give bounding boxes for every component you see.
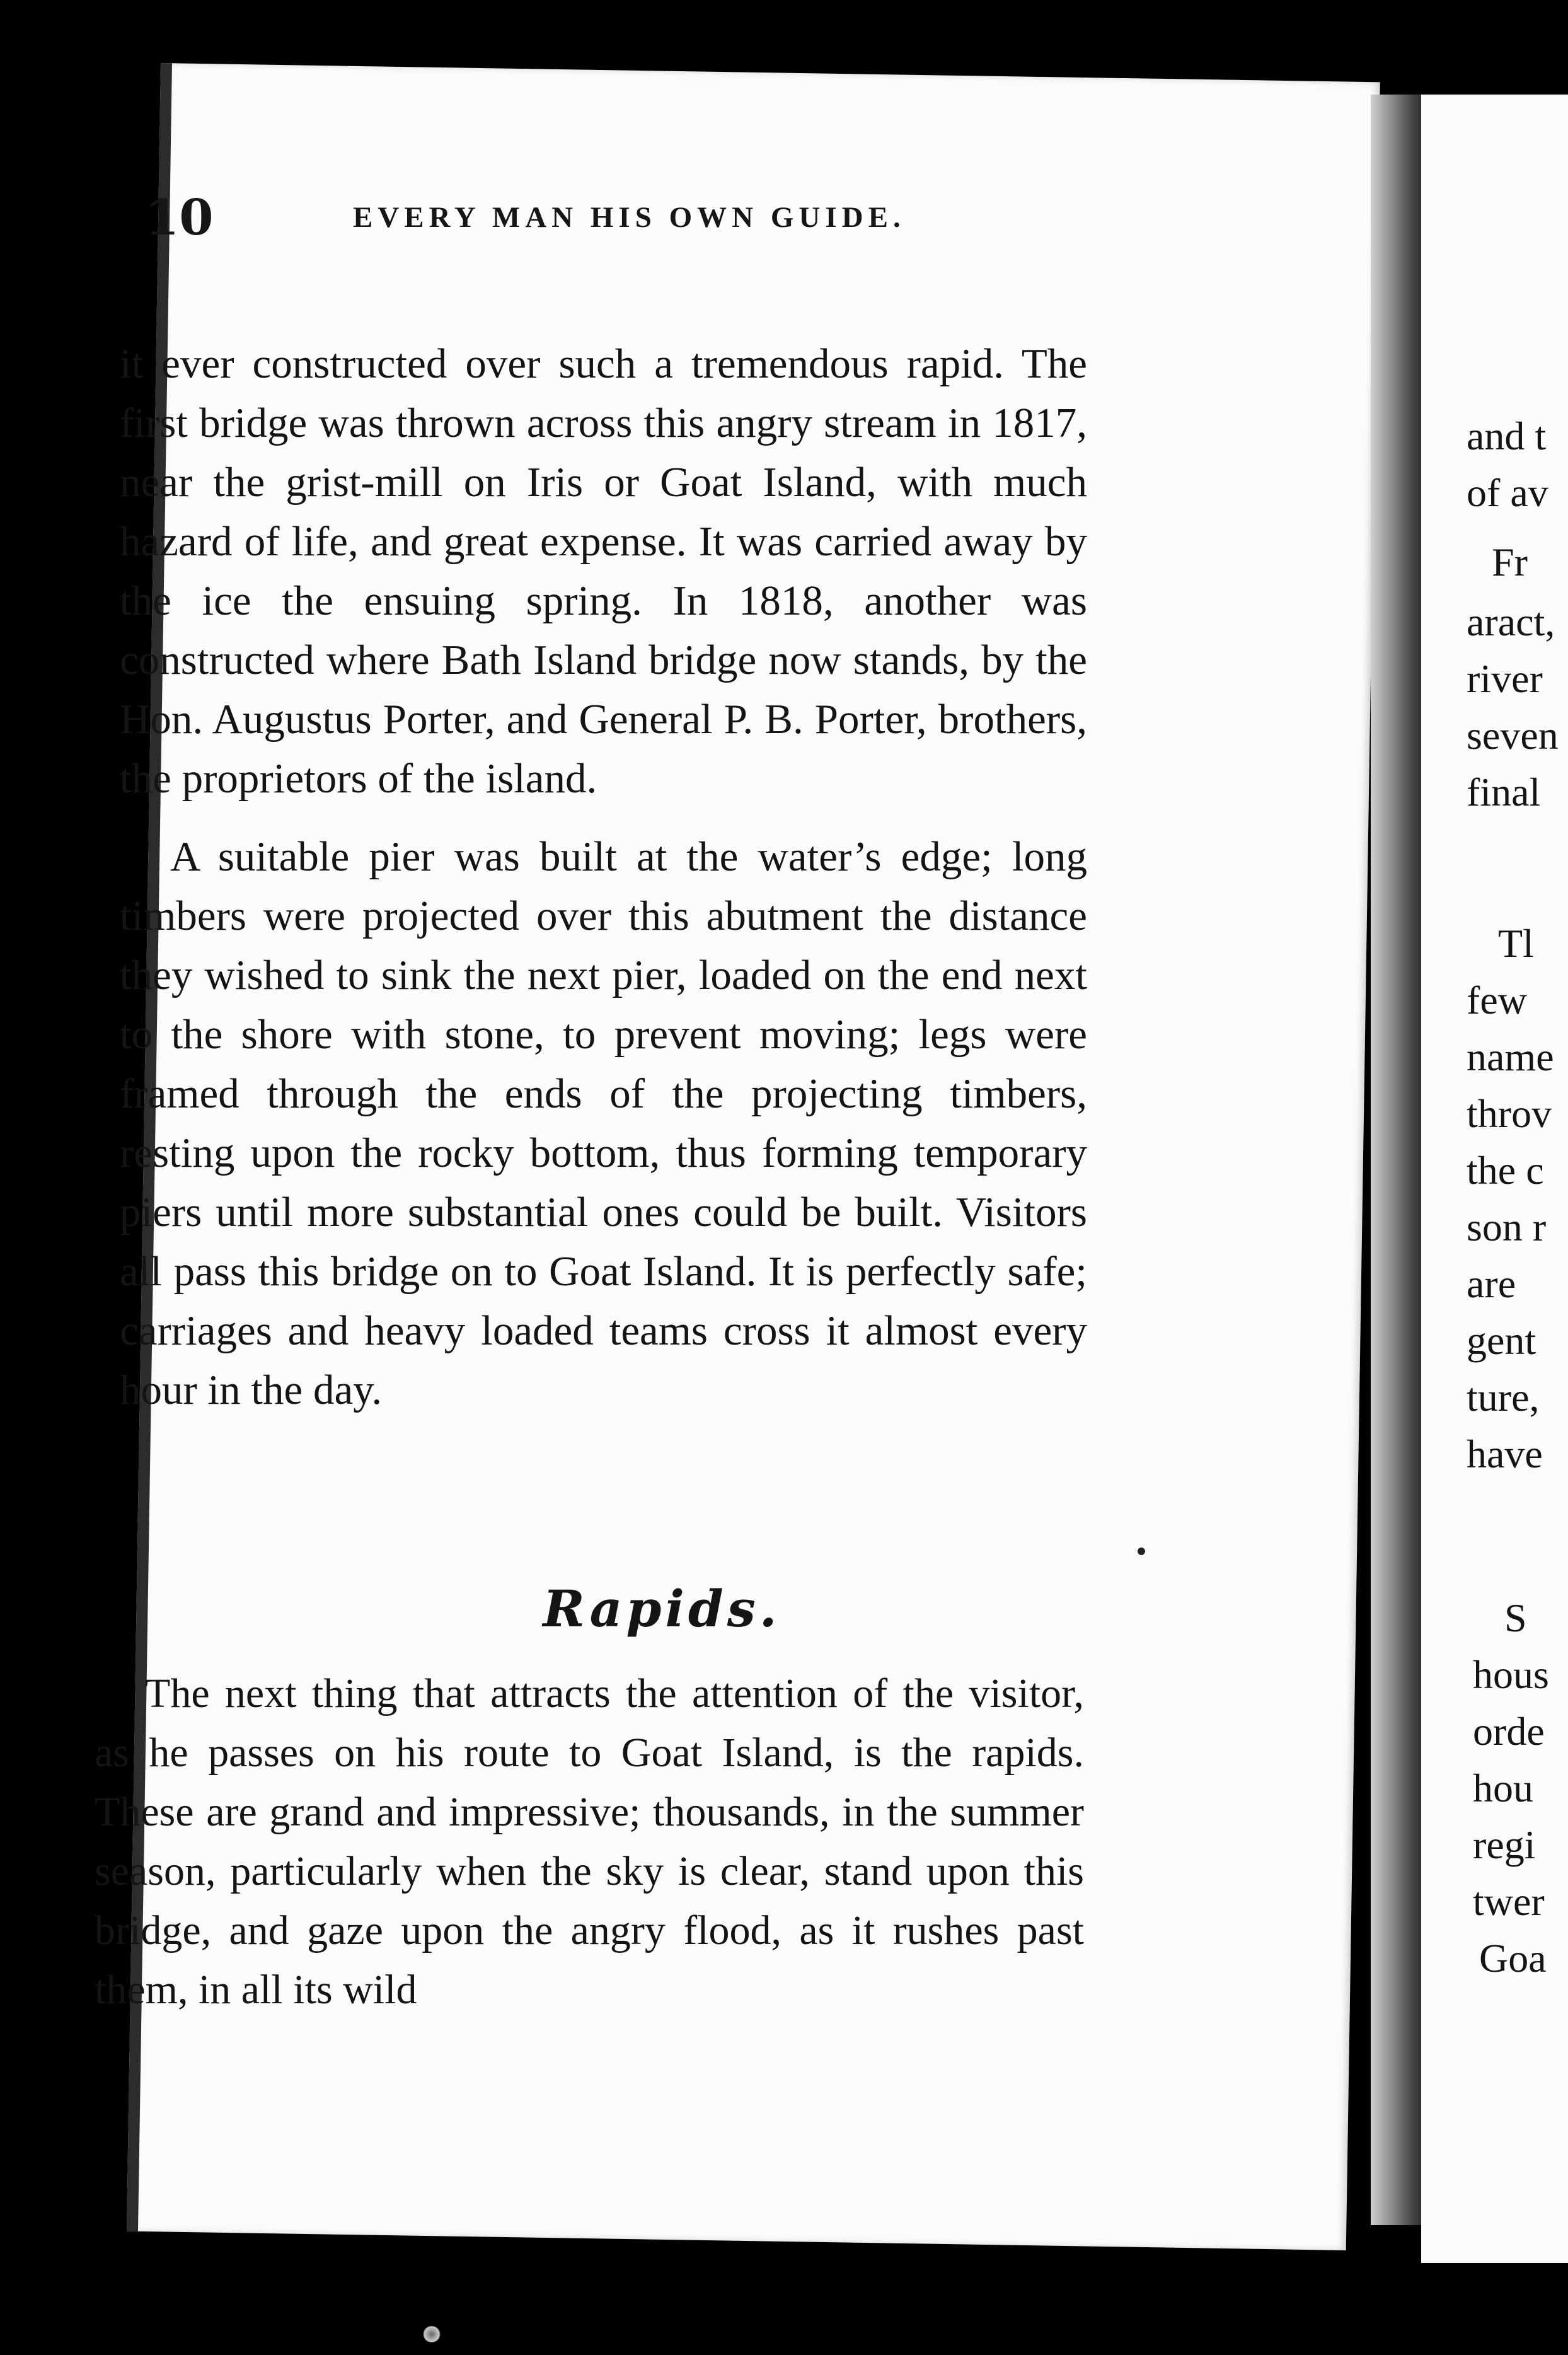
right-line: ture,: [1467, 1375, 1540, 1420]
right-line: Goa: [1479, 1936, 1547, 1981]
book-gutter: [1371, 95, 1424, 2225]
right-line: gent: [1467, 1318, 1536, 1363]
right-line: few: [1467, 978, 1527, 1022]
paragraph: it ever constructed over such a tremendous rapid. The first bridge was thrown across this angry stream in 1817, near the grist-mill on Iris or Goat Island, with much hazard of life, and great expense. It was carried away by the ice the ensuing spring. In 1818, another was constructed where Bath Island bridge now stands, by the Hon. Augustus Porter, and General P. B. Porter, brothers, the proprietors of the island.: [120, 340, 1087, 802]
right-line: twer: [1473, 1879, 1545, 1924]
right-line: aract,: [1467, 599, 1555, 644]
right-line: name: [1467, 1034, 1554, 1079]
right-line: son r: [1467, 1205, 1547, 1249]
right-line: hous: [1473, 1652, 1549, 1697]
right-line: of av: [1467, 470, 1548, 515]
running-head-title: EVERY MAN HIS OWN GUIDE.: [353, 201, 906, 234]
right-line: have: [1467, 1432, 1543, 1476]
right-line: Tl: [1498, 921, 1534, 966]
scan-speck: [422, 2326, 441, 2342]
right-line: seven: [1467, 713, 1559, 758]
right-line: hou: [1473, 1766, 1533, 1810]
right-line: final: [1467, 770, 1541, 814]
right-line: regi: [1473, 1822, 1536, 1867]
paragraph: A suitable pier was built at the water’s edge; long timbers were projected over this abutment the distance they wished to sink the next pier, loaded on the end next to the shore with stone, to prevent moving; legs were framed through the ends of the projecting timbers, resting upon the rocky bottom, thus forming temporary piers until more substantial ones could be built. Visitors all pass this bridge on to Goat Island. It is perfectly safe; carriages and heavy loaded teams cross it almost every hour in the day.: [120, 833, 1087, 1413]
section-body: [95, 1664, 1084, 2020]
right-line: the c: [1467, 1148, 1544, 1193]
right-line: orde: [1473, 1709, 1545, 1754]
page-number: 10: [145, 189, 214, 246]
section-heading: Rapids.: [543, 1579, 781, 1638]
right-line: Fr: [1492, 540, 1528, 584]
right-line: and t: [1467, 414, 1547, 458]
ink-dot: [1138, 1548, 1145, 1555]
right-line: throv: [1467, 1091, 1552, 1136]
right-line: river: [1467, 656, 1543, 701]
right-line: are: [1467, 1261, 1516, 1306]
right-line: S: [1504, 1595, 1527, 1640]
body-text: [120, 334, 1087, 1420]
paragraph: The next thing that attracts the attention of the visitor, as he passes on his route to Goat Island, is the rapids. These are grand and impressive; thousands, in the summer season, particularly when the sky is clear, stand upon this bridge, and gaze upon the angry flood, as it rushes past them, in all its wild: [95, 1670, 1084, 2013]
right-book-page: [1421, 95, 1568, 2263]
